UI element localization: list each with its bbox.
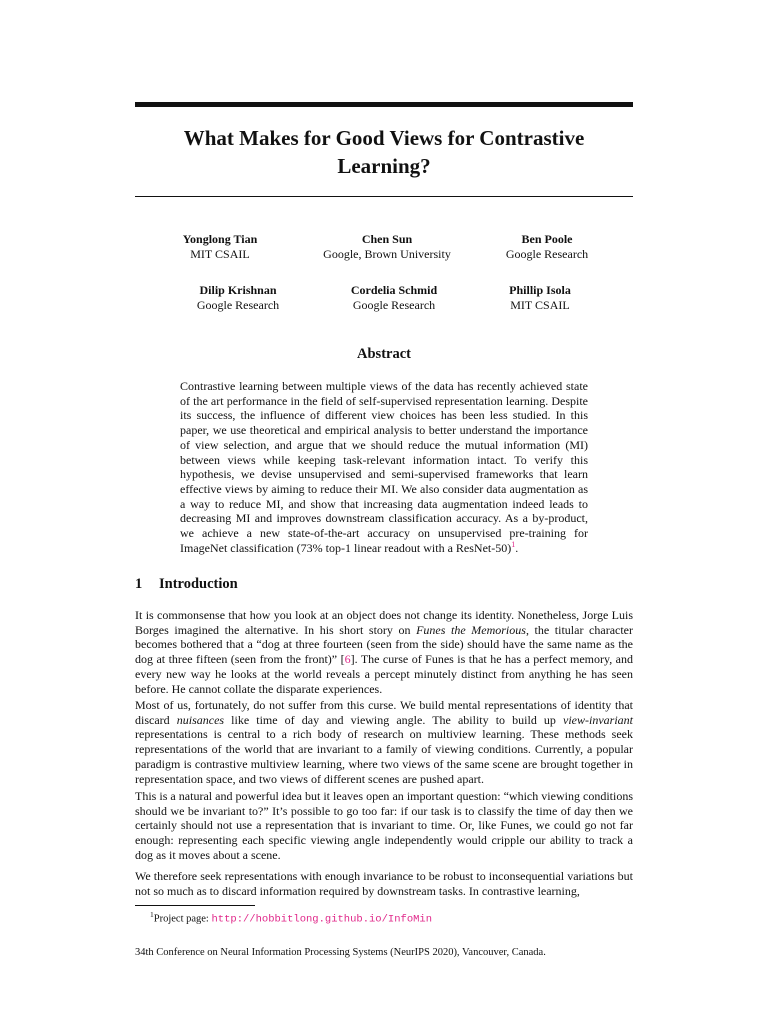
author-name: Cordelia Schmid xyxy=(350,283,438,297)
footnote xyxy=(135,908,633,927)
author-affiliation: Google Research xyxy=(352,298,436,312)
title-line-2: Learning? xyxy=(337,154,431,178)
text-run: representations is central to a rich body of research on multiview learning. These methods seek representations of the world that are invariant to a family of viewing conditions. Currently, a popular paradigm is contrastive multiview learning, where two views of the same scene are brought together in representation space, and two views of different scenes are pushed apart. xyxy=(135,727,633,786)
author-block xyxy=(135,232,305,262)
text-run: It is commonsense that how you look at an object does not change its identity. Nonetheless, Jorge Luis Borges imagined the alternative. In his short story on xyxy=(135,608,633,637)
abstract-text: Contrastive learning between multiple views of the data has recently achieved state of the art performance in the field of self-supervised representation learning. Despite its success, the influence of different view choices has been less studied. In this paper, we use theoretical and empirical analysis to better understand the importance of view selection, and argue that we should reduce the mutual information (MI) between views while keeping task-relevant information intact. To verify this hypothesis, we devise unsupervised and semi-supervised frameworks that learn effective views by aiming to reduce their MI. We also consider data augmentation as a way to reduce MI, and show that increasing data augmentation indeed leads to decreasing MI and improves downstream classification accuracy. As a by-product, we achieve a new state-of-the-art accuracy on unsupervised pre-training for ImageNet classification (73% top-1 linear readout with a ResNet-50) xyxy=(180,379,588,555)
emphasis-text: view-invariant xyxy=(563,712,633,727)
author-name: Ben Poole xyxy=(521,232,573,246)
intro-paragraph-2 xyxy=(135,698,633,786)
citation-link[interactable]: 6 xyxy=(344,652,351,667)
project-page-link[interactable]: http://hobbitlong.github.io/InfoMin xyxy=(211,913,433,926)
author-affiliation: Google Research xyxy=(505,247,589,261)
footnote-index: 1 xyxy=(150,910,154,919)
text-run: ]. The curse of Funes is that he has a perfect memory, and every new way he looks at the world reveals a percept minutely distinct from anything he has seen before. He cannot collate the disparate experiences. xyxy=(135,652,633,696)
author-name: Yonglong Tian xyxy=(182,232,258,246)
intro-paragraph-1 xyxy=(135,608,633,696)
author-block xyxy=(309,283,479,313)
footnote-marker-link[interactable]: 1 xyxy=(511,539,516,549)
title-line-1: What Makes for Good Views for Contrastive xyxy=(183,126,585,150)
title-bottom-rule xyxy=(135,196,633,197)
author-affiliation: Google, Brown University xyxy=(323,247,451,261)
intro-paragraph-3: This is a natural and powerful idea but it leaves open an important question: “which viewing conditions should we be invariant to?” It’s possible to go too far: if our task is to classify the time of day then we certainly should not use a representation that is invariant to time. Or, like Funes, we could go not far enough: representing each specific viewing angle independently would cripple our ability to track a dog as it moves about a scene. xyxy=(135,789,633,862)
author-name: Dilip Krishnan xyxy=(199,283,277,297)
section-heading-introduction xyxy=(135,576,238,593)
story-title: Funes the Memorious xyxy=(416,622,526,637)
text-run: , the titular character becomes bothered that a “dog at three fourteen (seen from the side) should have the same name as the dog at three fifteen (seen from the front)” [ xyxy=(135,622,633,667)
author-block xyxy=(302,232,472,262)
author-name: Chen Sun xyxy=(361,232,413,246)
text-run: Most of us, fortunately, do not suffer from this curse. We build mental representations of identity that discard xyxy=(135,698,633,727)
abstract-body xyxy=(180,379,588,555)
abstract-heading: Abstract xyxy=(357,346,411,362)
paper-title xyxy=(135,124,633,180)
section-number: 1 xyxy=(135,576,143,592)
footnote-label: Project page: xyxy=(153,913,212,925)
author-affiliation: MIT CSAIL xyxy=(510,298,570,312)
abstract-end: . xyxy=(515,540,519,555)
author-block xyxy=(153,283,323,313)
author-affiliation: Google Research xyxy=(196,298,280,312)
footnote-rule xyxy=(135,905,255,906)
title-top-rule xyxy=(135,102,633,107)
author-block xyxy=(462,232,632,262)
author-block xyxy=(455,283,625,313)
text-run: like time of day and viewing angle. The ability to build up xyxy=(224,712,564,727)
conference-note: 34th Conference on Neural Information Processing Systems (NeurIPS 2020), Vancouver, Canada. xyxy=(135,947,546,958)
section-title: Introduction xyxy=(159,576,238,592)
intro-paragraph-4: We therefore seek representations with enough invariance to be robust to inconsequential variations but not so much as to discard information required by downstream tasks. In contrastive learning, xyxy=(135,869,633,898)
author-affiliation: MIT CSAIL xyxy=(190,247,250,261)
emphasis-text: nuisances xyxy=(176,712,225,727)
author-name: Phillip Isola xyxy=(509,283,571,297)
